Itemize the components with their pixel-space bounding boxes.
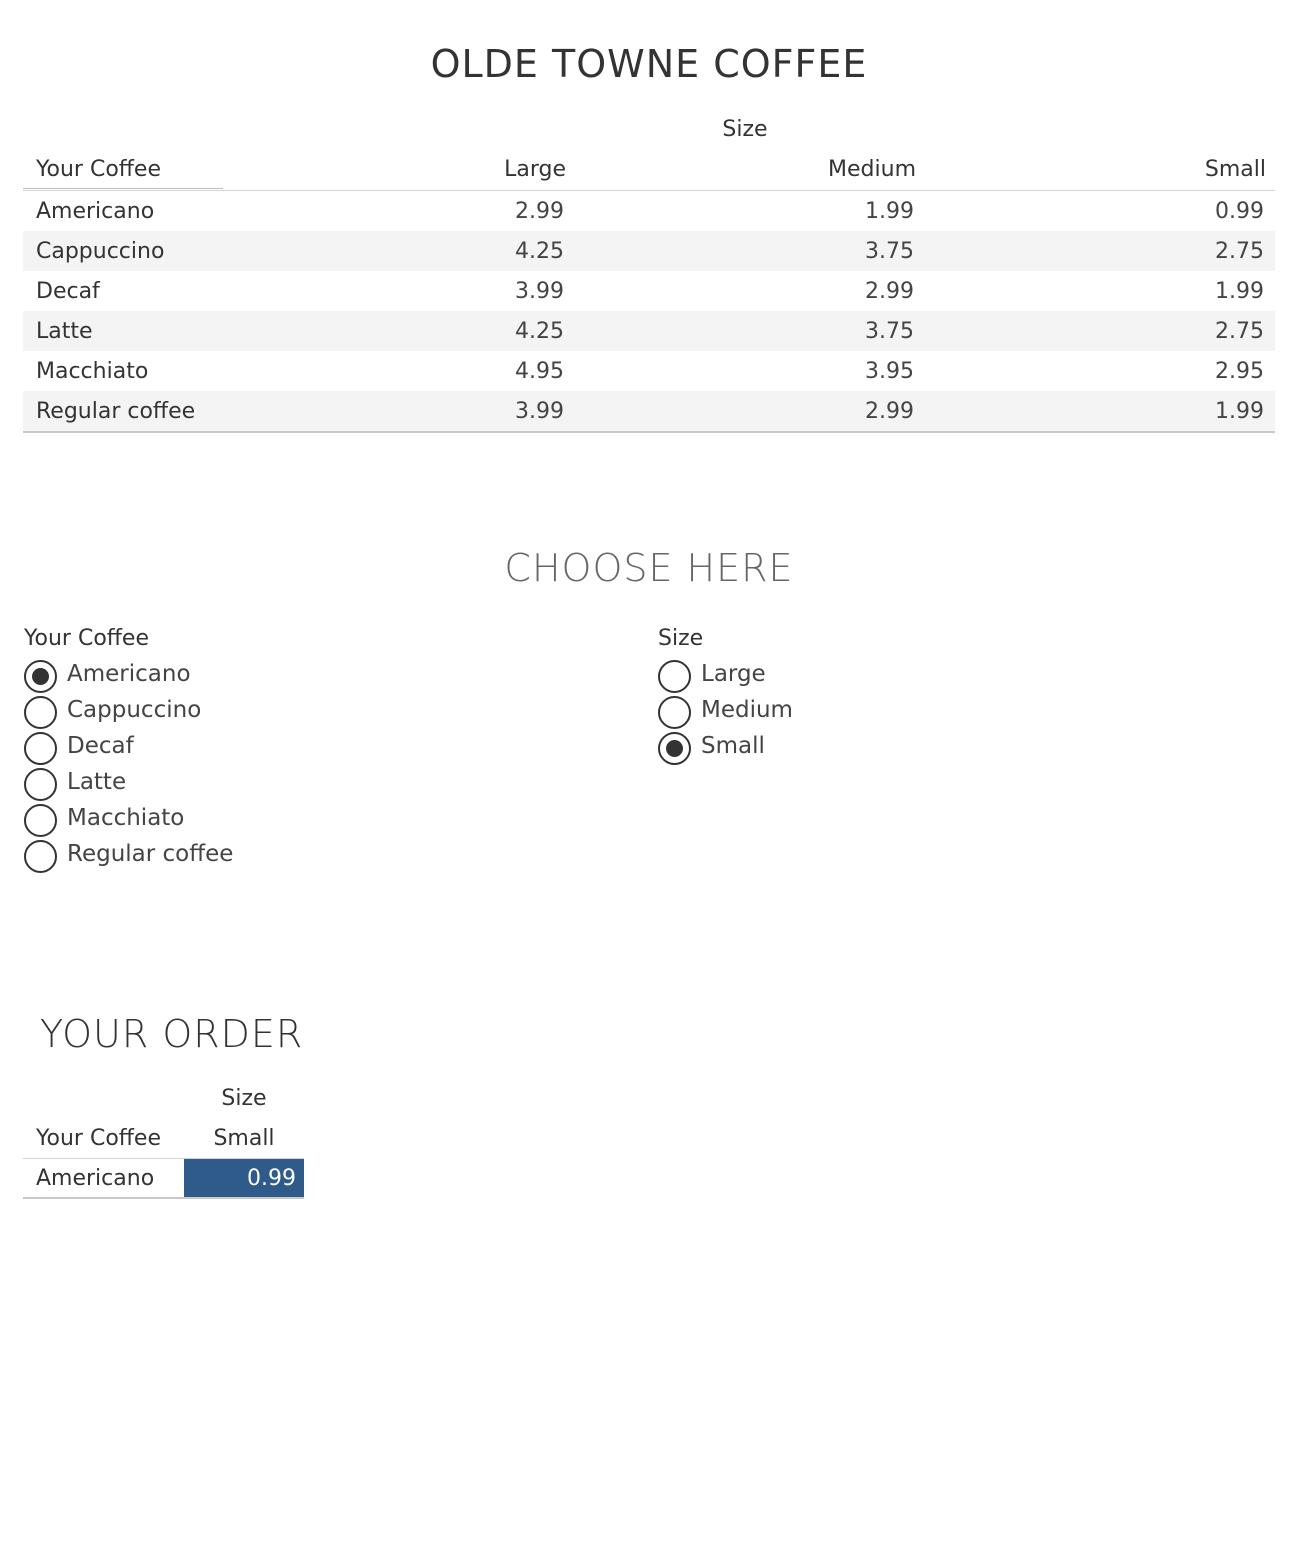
order-coffee-header: Your Coffee: [36, 1126, 162, 1151]
table-row: [23, 191, 1275, 231]
radio-label[interactable]: Large: [701, 661, 766, 687]
order-size-header: Size: [221, 1086, 267, 1111]
column-header-small: Small: [1204, 157, 1266, 182]
order-coffee-name: Americano: [36, 1166, 155, 1191]
radio-button[interactable]: [24, 804, 57, 837]
coffee-filter-label: Your Coffee: [24, 626, 150, 651]
coffee-name: Americano: [36, 199, 155, 224]
radio-label[interactable]: Medium: [701, 697, 793, 723]
coffee-name: Cappuccino: [36, 239, 165, 264]
order-price: 0.99: [247, 1166, 296, 1191]
price-small: 2.95: [1215, 359, 1264, 384]
size-filter-label: Size: [658, 626, 704, 651]
table-row: [23, 271, 1275, 311]
radio-label[interactable]: Decaf: [67, 733, 134, 759]
radio-label[interactable]: Cappuccino: [67, 697, 202, 723]
header-underline: [23, 188, 223, 189]
price-medium: 2.99: [865, 399, 914, 424]
radio-label[interactable]: Small: [701, 733, 765, 759]
price-medium: 1.99: [865, 199, 914, 224]
table-row: [23, 231, 1275, 271]
coffee-name: Macchiato: [36, 359, 149, 384]
price-small: 2.75: [1215, 239, 1264, 264]
radio-button-checked[interactable]: [658, 732, 691, 765]
radio-button[interactable]: [24, 840, 57, 873]
order-row: [23, 1159, 304, 1199]
order-price-cell: [184, 1159, 304, 1197]
column-header-large: Large: [504, 157, 566, 182]
price-large: 3.99: [515, 279, 564, 304]
page-title: OLDE TOWNE COFFEE: [430, 42, 868, 86]
radio-button[interactable]: [24, 768, 57, 801]
price-medium: 3.75: [865, 319, 914, 344]
column-header-medium: Medium: [828, 157, 916, 182]
price-small: 1.99: [1215, 279, 1264, 304]
size-column-group-header: Size: [722, 117, 768, 142]
radio-label[interactable]: Latte: [67, 769, 127, 795]
table-row: [23, 391, 1275, 431]
coffee-name: Regular coffee: [36, 399, 196, 424]
coffee-name: Latte: [36, 319, 93, 344]
menu-rows: [23, 191, 1275, 433]
price-small: 0.99: [1215, 199, 1264, 224]
radio-button-checked[interactable]: [24, 660, 57, 693]
coffee-name: Decaf: [36, 279, 100, 304]
radio-button[interactable]: [24, 732, 57, 765]
order-title: YOUR ORDER: [40, 1012, 304, 1056]
order-size-value-header: Small: [213, 1126, 275, 1151]
radio-label[interactable]: Macchiato: [67, 805, 185, 831]
radio-label[interactable]: Regular coffee: [67, 841, 234, 867]
radio-button[interactable]: [658, 696, 691, 729]
radio-label[interactable]: Americano: [67, 661, 191, 687]
price-medium: 3.75: [865, 239, 914, 264]
table-row: [23, 311, 1275, 351]
radio-button[interactable]: [24, 696, 57, 729]
price-large: 4.25: [515, 319, 564, 344]
radio-button[interactable]: [658, 660, 691, 693]
price-small: 1.99: [1215, 399, 1264, 424]
choose-title: CHOOSE HERE: [504, 546, 794, 590]
price-large: 2.99: [515, 199, 564, 224]
price-large: 4.25: [515, 239, 564, 264]
coffee-column-header: Your Coffee: [36, 157, 162, 182]
price-small: 2.75: [1215, 319, 1264, 344]
price-large: 4.95: [515, 359, 564, 384]
price-large: 3.99: [515, 399, 564, 424]
price-medium: 3.95: [865, 359, 914, 384]
price-medium: 2.99: [865, 279, 914, 304]
table-row: [23, 351, 1275, 391]
